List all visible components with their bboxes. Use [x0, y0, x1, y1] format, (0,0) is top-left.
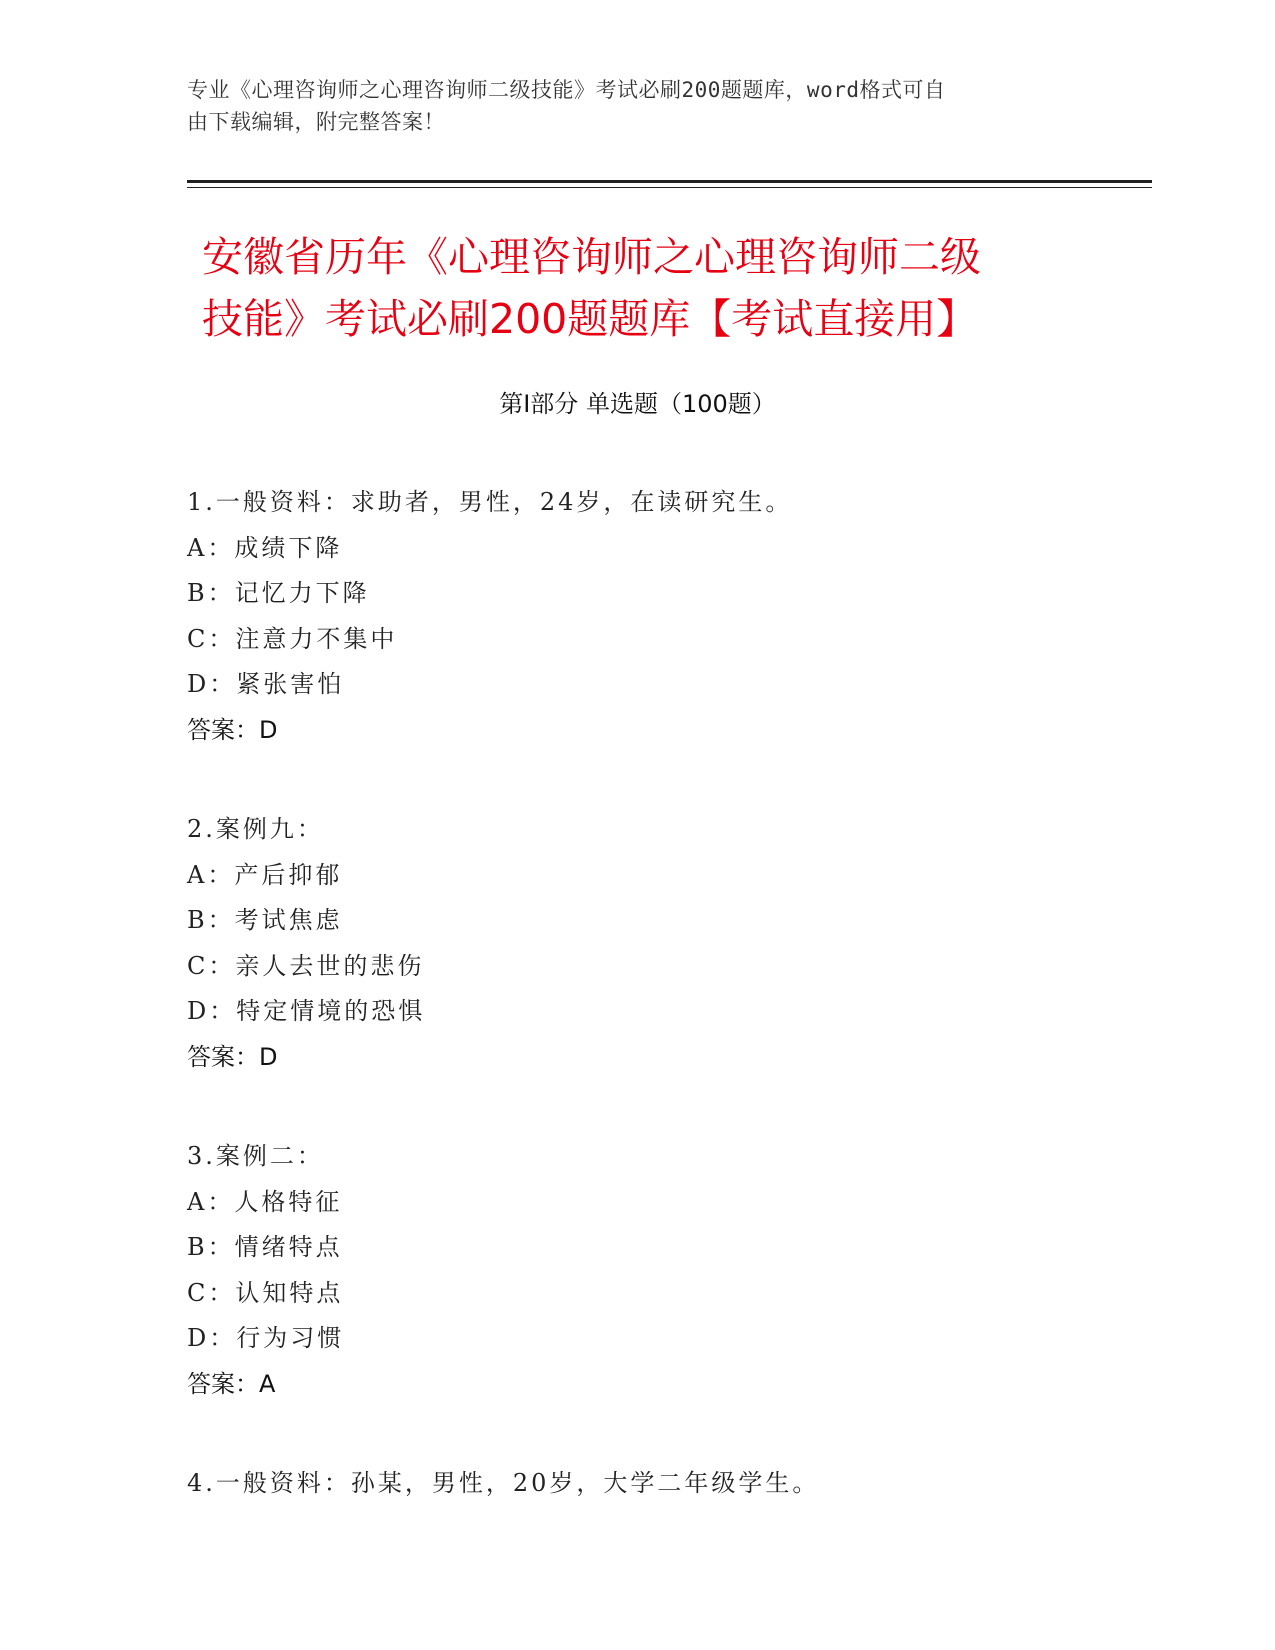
- document-title-line-1: 安徽省历年《心理咨询师之心理咨询师二级: [202, 233, 981, 281]
- document-title: [202, 226, 1092, 350]
- option-c: C：认知特点: [187, 1278, 344, 1307]
- question-2: [187, 807, 1147, 1080]
- answer: 答案：D: [187, 715, 278, 744]
- question-stem: 4.一般资料：孙某，男性，20岁，大学二年级学生。: [187, 1469, 820, 1497]
- option-d: D：行为习惯: [187, 1324, 345, 1352]
- option-d: D：特定情境的恐惧: [187, 997, 426, 1025]
- option-a: A：成绩下降: [187, 533, 343, 562]
- header-divider-thick: [187, 180, 1152, 183]
- question-stem: 2.案例九：: [187, 815, 324, 843]
- answer: 答案：A: [187, 1369, 276, 1398]
- option-c: C：注意力不集中: [187, 624, 398, 653]
- option-d: D：紧张害怕: [187, 670, 345, 698]
- header-note-line-2: 由下载编辑，附完整答案！: [187, 110, 445, 134]
- header-divider-thin: [187, 187, 1152, 188]
- question-stem: 1.一般资料：求助者，男性，24岁，在读研究生。: [187, 488, 793, 516]
- question-stem: 3.案例二：: [187, 1142, 324, 1170]
- option-b: B：记忆力下降: [187, 579, 370, 607]
- question-3: [187, 1134, 1147, 1407]
- header-note-line-1: 专业《心理咨询师之心理咨询师二级技能》考试必刷200题题库，word格式可自: [187, 78, 946, 102]
- option-b: B：考试焦虑: [187, 906, 343, 934]
- question-1: [187, 480, 1147, 753]
- question-list: [187, 480, 1147, 1561]
- option-c: C：亲人去世的悲伤: [187, 951, 425, 980]
- question-4: [187, 1461, 1147, 1507]
- option-b: B：情绪特点: [187, 1233, 343, 1261]
- answer: 答案：D: [187, 1042, 278, 1071]
- document-title-line-2: 技能》考试必刷200题题库【考试直接用】: [202, 295, 978, 343]
- option-a: A：产后抑郁: [187, 860, 343, 889]
- header-note: [187, 74, 1067, 138]
- option-a: A：人格特征: [187, 1187, 343, 1216]
- section-heading: 第Ⅰ部分 单选题（100题）: [499, 390, 776, 418]
